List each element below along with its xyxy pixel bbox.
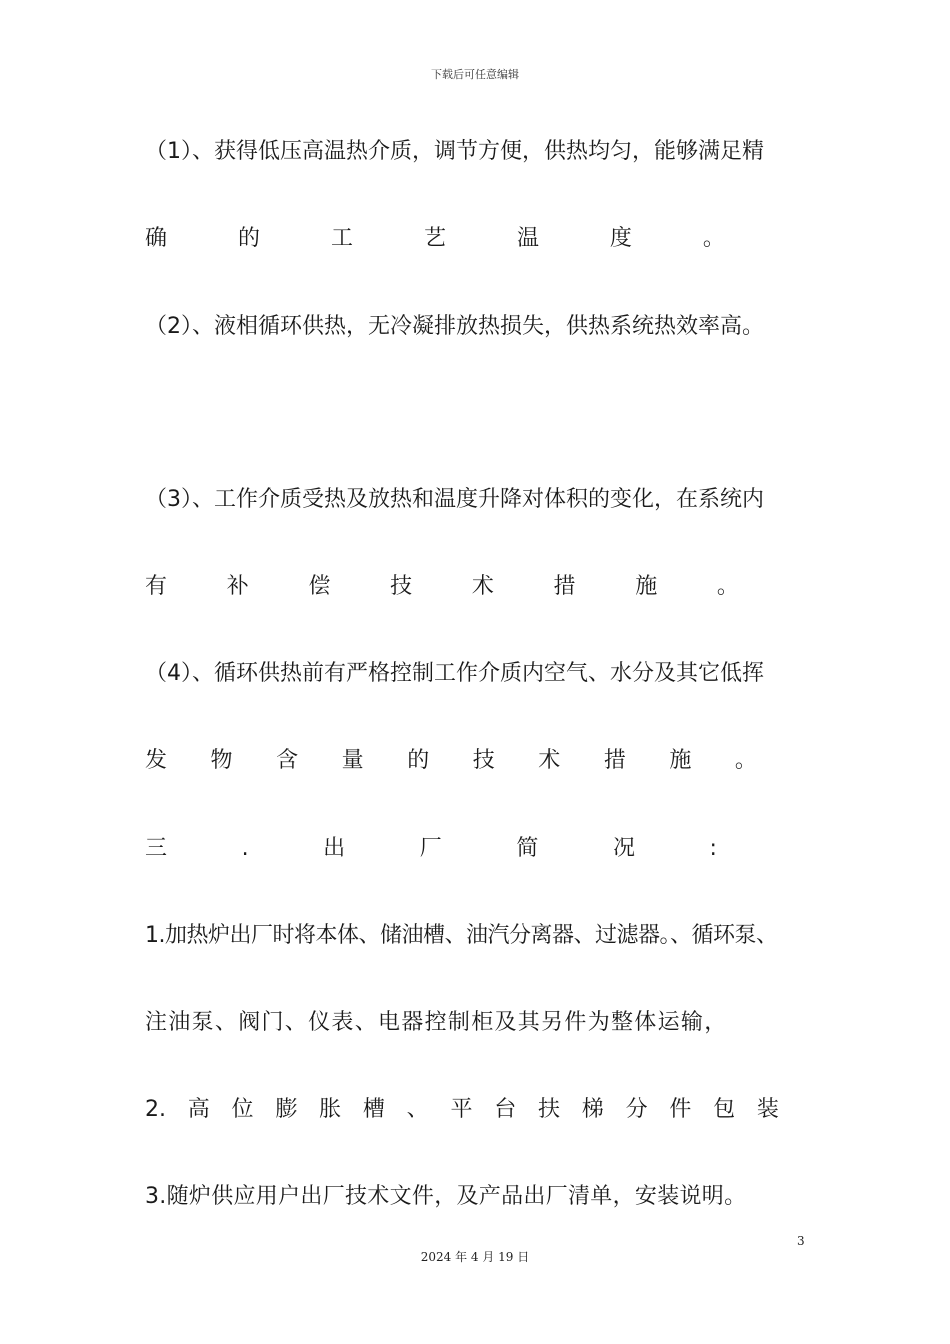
spread-char: 台 bbox=[494, 1097, 517, 1122]
spread-char: 艺 bbox=[423, 226, 446, 251]
item-1-line-1: 1.加热炉出厂时将本体、储油槽、油汽分离器、过滤器。、循环泵、 bbox=[145, 923, 778, 948]
section-title bbox=[145, 834, 717, 864]
spread-char: 出 bbox=[323, 836, 346, 861]
spread-char: 工 bbox=[330, 226, 353, 251]
spread-char: 高 bbox=[187, 1097, 210, 1122]
spread-char: 发 bbox=[145, 748, 168, 773]
spread-char: . bbox=[241, 836, 249, 861]
spread-char: 位 bbox=[231, 1097, 254, 1122]
item-3: 3.随炉供应用户出厂技术文件，及产品出厂清单，安装说明。 bbox=[145, 1184, 747, 1209]
item-1-line-2: 注油泵、阀门、仪表、电器控制柜及其另件为整体运输， bbox=[145, 1010, 728, 1035]
item-2 bbox=[145, 1095, 779, 1125]
spread-char: 。 bbox=[702, 226, 725, 251]
footer-date: 2024 年 4 月 19 日 bbox=[420, 1250, 530, 1264]
spread-char: 含 bbox=[276, 748, 299, 773]
spread-char: 施 bbox=[669, 748, 692, 773]
spread-char: 三 bbox=[145, 836, 168, 861]
spread-char: 2. bbox=[145, 1097, 166, 1122]
spread-char: 平 bbox=[450, 1097, 473, 1122]
spread-char: 措 bbox=[553, 574, 576, 599]
page-header: 下载后可任意编辑 bbox=[431, 68, 519, 81]
paragraph-3-line-2 bbox=[145, 572, 739, 602]
spread-char: 件 bbox=[669, 1097, 692, 1122]
spread-char: 胀 bbox=[319, 1097, 342, 1122]
spread-char: 梯 bbox=[581, 1097, 604, 1122]
paragraph-3-line-1: （3）、工作介质受热及放热和温度升降对体积的变化，在系统内 bbox=[145, 487, 764, 512]
spread-char: 膨 bbox=[275, 1097, 298, 1122]
paragraph-4-line-1: （4）、循环供热前有严格控制工作介质内空气、水分及其它低挥 bbox=[145, 661, 764, 686]
spread-char: 术 bbox=[538, 748, 561, 773]
spread-char: 确 bbox=[145, 226, 168, 251]
spread-char: 况 bbox=[612, 836, 635, 861]
spread-char: 的 bbox=[407, 748, 430, 773]
spread-char: 扶 bbox=[538, 1097, 561, 1122]
spread-char: 简 bbox=[516, 836, 539, 861]
spread-char: 。 bbox=[734, 748, 757, 773]
spread-char: 术 bbox=[471, 574, 494, 599]
page-number: 3 bbox=[797, 1234, 805, 1248]
paragraph-2-line-1: （2）、液相循环供热，无冷凝排放热损失，供热系统热效率高。 bbox=[145, 314, 764, 339]
spread-char: 温 bbox=[516, 226, 539, 251]
spread-char: 厂 bbox=[419, 836, 442, 861]
spread-char: 。 bbox=[716, 574, 739, 599]
spread-char: 度 bbox=[609, 226, 632, 251]
spread-char: 物 bbox=[210, 748, 233, 773]
spread-char: 施 bbox=[635, 574, 658, 599]
spread-char: 有 bbox=[145, 574, 168, 599]
spread-char: 分 bbox=[625, 1097, 648, 1122]
spread-char: 、 bbox=[406, 1097, 429, 1122]
spread-char: 技 bbox=[472, 748, 495, 773]
spread-char: 包 bbox=[713, 1097, 736, 1122]
spread-char: 补 bbox=[226, 574, 249, 599]
spread-char: : bbox=[709, 836, 717, 861]
paragraph-4-line-2 bbox=[145, 746, 757, 776]
spread-char: 技 bbox=[390, 574, 413, 599]
paragraph-1-line-1: （1）、获得低压高温热介质，调节方便，供热均匀，能够满足精 bbox=[145, 139, 764, 164]
paragraph-1-line-2 bbox=[145, 224, 725, 254]
spread-char: 槽 bbox=[362, 1097, 385, 1122]
spread-char: 装 bbox=[756, 1097, 779, 1122]
spread-char: 的 bbox=[237, 226, 260, 251]
spread-char: 措 bbox=[603, 748, 626, 773]
spread-char: 偿 bbox=[308, 574, 331, 599]
spread-char: 量 bbox=[341, 748, 364, 773]
